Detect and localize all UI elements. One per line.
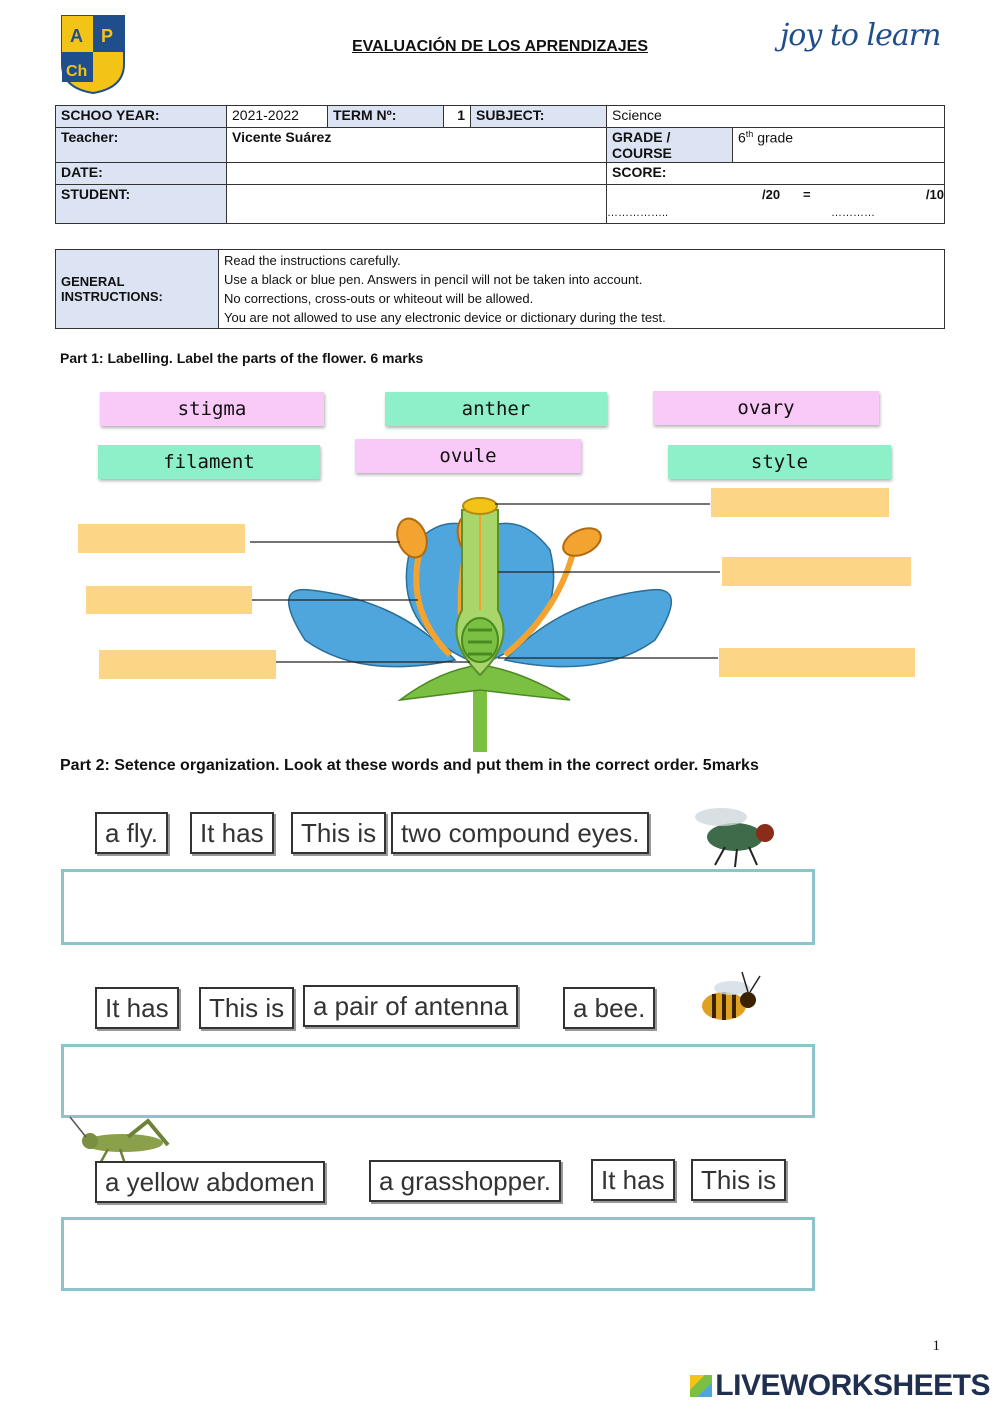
- word-tile[interactable]: a fly.: [95, 812, 168, 854]
- word-tile[interactable]: It has: [591, 1159, 675, 1201]
- grade-label: GRADE / COURSE: [607, 128, 733, 163]
- label-answer-box-1[interactable]: [78, 524, 245, 553]
- sentence-answer-1[interactable]: [61, 869, 815, 945]
- page-number: 1: [932, 1338, 940, 1354]
- teacher-label: Teacher:: [56, 128, 227, 163]
- label-answer-box-2[interactable]: [86, 586, 252, 614]
- word-card-filament[interactable]: filament: [98, 445, 320, 479]
- label-answer-box-5[interactable]: [722, 557, 911, 586]
- grade-value: 6th grade: [733, 128, 945, 163]
- sentence-answer-2[interactable]: [61, 1044, 815, 1118]
- instructions-text: Read the instructions carefully. Use a black or blue pen. Answers in pencil will not be taken into account. No corrections, cross-outs or whiteout will be allowed. You are not allowed to use any electronic device or dictionary during the test.: [219, 250, 945, 329]
- date-label: DATE:: [56, 163, 227, 185]
- score-field[interactable]: /20 = /10 …………….. …………: [607, 185, 945, 224]
- student-info-table: [55, 105, 945, 224]
- word-tile[interactable]: It has: [95, 987, 179, 1029]
- anther-right: [559, 523, 605, 562]
- flower-diagram: [240, 490, 720, 752]
- liveworksheets-icon: [690, 1375, 712, 1397]
- label-answer-box-4[interactable]: [711, 488, 889, 517]
- word-card-ovule[interactable]: ovule: [355, 439, 581, 473]
- word-tile[interactable]: a pair of antenna: [303, 985, 518, 1027]
- subject-label: SUBJECT:: [471, 106, 607, 128]
- liveworksheets-logo: LIVEWORKSHEETS: [690, 1369, 990, 1403]
- word-tile[interactable]: This is: [291, 812, 386, 854]
- word-tile[interactable]: a bee.: [563, 987, 655, 1029]
- teacher-value: Vicente Suárez: [227, 128, 607, 163]
- school-year-label: SCHOO YEAR:: [56, 106, 227, 128]
- label-answer-box-3[interactable]: [99, 650, 276, 679]
- stigma: [463, 498, 497, 514]
- student-field[interactable]: [227, 185, 607, 224]
- word-tile[interactable]: two compound eyes.: [391, 812, 649, 854]
- date-field[interactable]: [227, 163, 607, 185]
- part1-heading: Part 1: Labelling. Label the parts of the flower. 6 marks: [60, 350, 424, 366]
- bee-image: [688, 962, 763, 1034]
- word-card-style[interactable]: style: [668, 445, 891, 479]
- instructions-label: GENERAL INSTRUCTIONS:: [56, 250, 219, 329]
- school-year-value: 2021-2022: [227, 106, 328, 128]
- fly-image: [685, 795, 785, 870]
- word-tile[interactable]: a yellow abdomen: [95, 1161, 325, 1203]
- word-tile[interactable]: This is: [691, 1159, 786, 1201]
- brand-logo: joy to learn: [780, 18, 941, 53]
- word-tile[interactable]: This is: [199, 987, 294, 1029]
- term-value: 1: [444, 106, 471, 128]
- sentence-answer-3[interactable]: [61, 1217, 815, 1291]
- score-label: SCORE:: [607, 163, 945, 185]
- svg-text:A: A: [70, 26, 83, 46]
- word-tile[interactable]: It has: [190, 812, 274, 854]
- part2-heading: Part 2: Setence organization. Look at these words and put them in the correct order. 5marks: [60, 757, 759, 774]
- word-card-anther[interactable]: anther: [385, 392, 607, 426]
- svg-text:Ch: Ch: [66, 63, 88, 80]
- svg-text:P: P: [101, 26, 114, 46]
- student-label: STUDENT:: [56, 185, 227, 224]
- word-tile[interactable]: a grasshopper.: [369, 1160, 561, 1202]
- word-card-stigma[interactable]: stigma: [100, 392, 324, 426]
- general-instructions: [55, 249, 945, 329]
- page-title: EVALUACIÓN DE LOS APRENDIZAJES: [351, 38, 649, 55]
- term-label: TERM Nº:: [328, 106, 444, 128]
- label-answer-box-6[interactable]: [719, 648, 915, 677]
- subject-value: Science: [607, 106, 945, 128]
- word-card-ovary[interactable]: ovary: [653, 391, 879, 425]
